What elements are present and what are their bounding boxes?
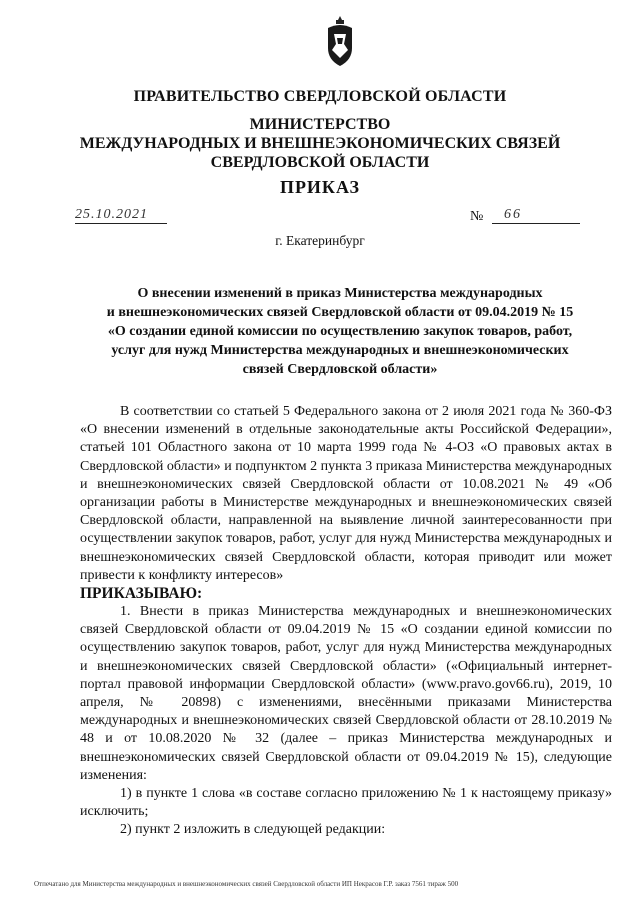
print-imprint: Отпечатано для Министерства международных и внешнеэкономических связей Свердловской области ИП Некрасов Г.Р. заказ 7561 тираж 500 <box>34 880 459 888</box>
preamble-paragraph: В соответствии со статьей 5 Федерального закона от 2 июля 2021 года № 360-ФЗ «О внесении изменений в отдельные законодательные акты Российской Федерации», статьей 101 Областного закона от 10 марта 1999 года № 4-ОЗ «О правовых актах в Свердловской области» и подпунктом 2 пункта 3 приказа Министерства международных и внешнеэкономических связей Свердловской области от 10.08.2021 № 49 «Об организации работы в Министерстве международных и внешнеэкономических связей Свердловской области, направленной на выявление личной заинтересованности при осуществлении закупок товаров, работ, услуг для нужд Министерства международных и внешнеэкономических связей Свердловской области, которая приводит или может привести к конфликту интересов» <box>80 404 612 583</box>
subject-line-3: «О создании единой комиссии по осуществлению закупок товаров, работ, <box>107 324 573 339</box>
subject-line-1: О внесении изменений в приказ Министерства международных <box>137 286 543 301</box>
government-name: ПРАВИТЕЛЬСТВО СВЕРДЛОВСКОЙ ОБЛАСТИ <box>133 88 507 105</box>
ministry-line-2: МЕЖДУНАРОДНЫХ И ВНЕШНЕЭКОНОМИЧЕСКИХ СВЯЗЕЙ <box>79 135 561 152</box>
order-number: 66 <box>504 207 522 222</box>
subject-line-2: и внешнеэкономических связей Свердловской области от 09.04.2019 № 15 <box>106 305 574 320</box>
order-subject <box>80 284 600 379</box>
subject-line-4: услуг для нужд Министерства международных и внешнеэкономических <box>111 343 569 358</box>
order-body <box>80 403 612 840</box>
order-command: ПРИКАЗЫВАЮ: <box>80 585 203 603</box>
document-type: ПРИКАЗ <box>279 177 361 197</box>
ministry-line-3: СВЕРДЛОВСКОЙ ОБЛАСТИ <box>210 154 430 171</box>
city: г. Екатеринбург <box>275 233 365 248</box>
coat-of-arms-icon <box>322 14 358 68</box>
item-1-paragraph: 1. Внести в приказ Министерства международных и внешнеэкономических связей Свердловской области от 09.04.2019 № 15 «О создании единой комиссии по осуществлению закупок товаров, работ, услуг для нужд Министерства международных и внешнеэкономических связей Свердловской области» («Официальный интернет-портал правовой информации Свердловской области» (www.pravo.gov66.ru), 2019, 10 апреля, № 20898) с изменениями, внесёнными приказами Министерства международных и внешнеэкономических связей Свердловской области от 28.10.2019 № 48 и от 10.08.2020 № 32 (далее – приказ Министерства международных и внешнеэкономических связей Свердловской области от 09.04.2019 № 15), следующие изменения: <box>80 604 612 783</box>
order-number-field <box>492 207 580 224</box>
subitem-1-paragraph: 1) в пункте 1 слова «в составе согласно приложению № 1 к настоящему приказу» исключить; <box>80 786 612 820</box>
order-date: 25.10.2021 <box>75 207 167 224</box>
subject-line-5: связей Свердловской области» <box>242 362 438 377</box>
subitem-2-paragraph: 2) пункт 2 изложить в следующей редакции: <box>120 822 386 838</box>
ministry-name <box>0 115 640 172</box>
number-sign: № <box>470 209 484 224</box>
ministry-line-1: МИНИСТЕРСТВО <box>249 116 391 133</box>
